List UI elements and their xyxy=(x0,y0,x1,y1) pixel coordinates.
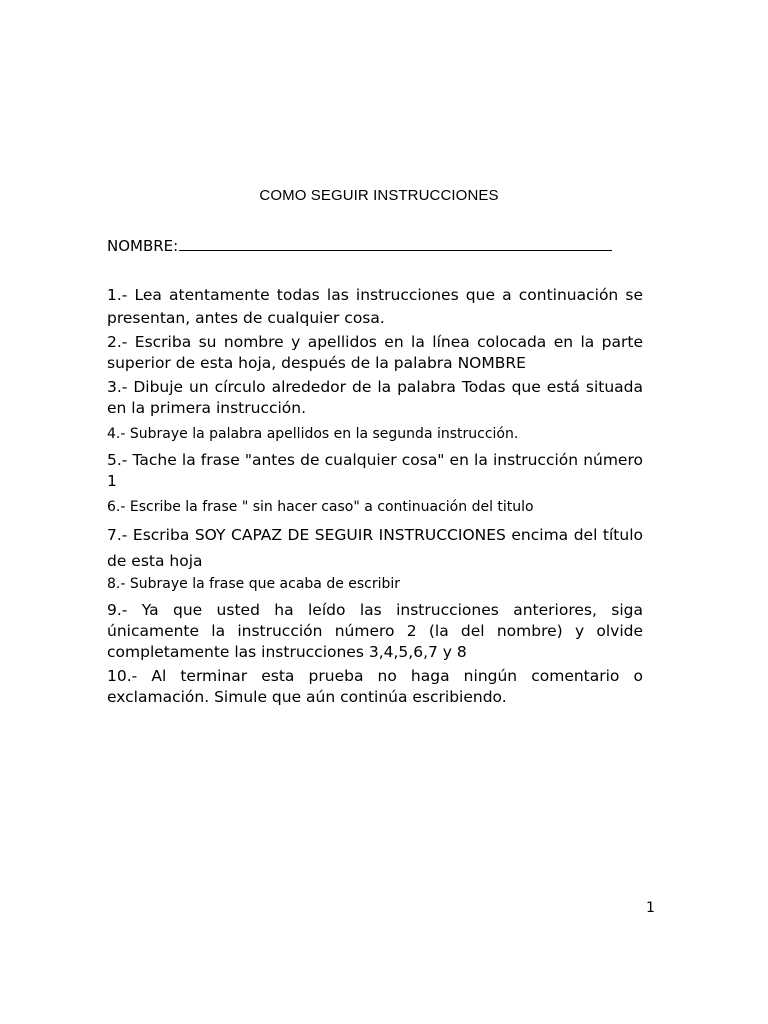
instruction-10: 10.- Al terminar esta prueba no haga ningún comentario o exclamación. Simule que aún continúa escribiendo. xyxy=(107,667,643,706)
name-field-row xyxy=(107,234,612,255)
instruction-5: 5.- Tache la frase "antes de cualquier cosa" en la instrucción número 1 xyxy=(107,451,643,490)
instruction-list xyxy=(107,284,643,708)
instruction-7: 7.- Escriba SOY CAPAZ DE SEGUIR INSTRUCCIONES encima del título de esta hoja xyxy=(107,526,643,570)
instruction-9: 9.- Ya que usted ha leído las instrucciones anteriores, siga únicamente la instrucción número 2 (la del nombre) y olvide completamente las instrucciones 3,4,5,6,7 y 8 xyxy=(107,601,643,661)
instruction-8: 8.- Subraye la frase que acaba de escribir xyxy=(107,576,401,592)
instruction-6: 6.- Escribe la frase " sin hacer caso" a continuación del titulo xyxy=(107,499,534,515)
name-underline xyxy=(179,234,612,251)
name-label: NOMBRE: xyxy=(107,237,179,255)
instruction-4: 4.- Subraye la palabra apellidos en la segunda instrucción. xyxy=(107,426,519,442)
instruction-1: 1.- Lea atentamente todas las instrucciones que a continuación se presentan, antes de cualquier cosa. xyxy=(107,286,643,327)
instruction-3: 3.- Dibuje un círculo alrededor de la palabra Todas que está situada en la primera instrucción. xyxy=(107,378,643,417)
document-title: COMO SEGUIR INSTRUCCIONES xyxy=(259,187,499,204)
instruction-2: 2.- Escriba su nombre y apellidos en la línea colocada en la parte superior de esta hoja, después de la palabra NOMBRE xyxy=(107,333,643,372)
page-number: 1 xyxy=(646,900,655,916)
